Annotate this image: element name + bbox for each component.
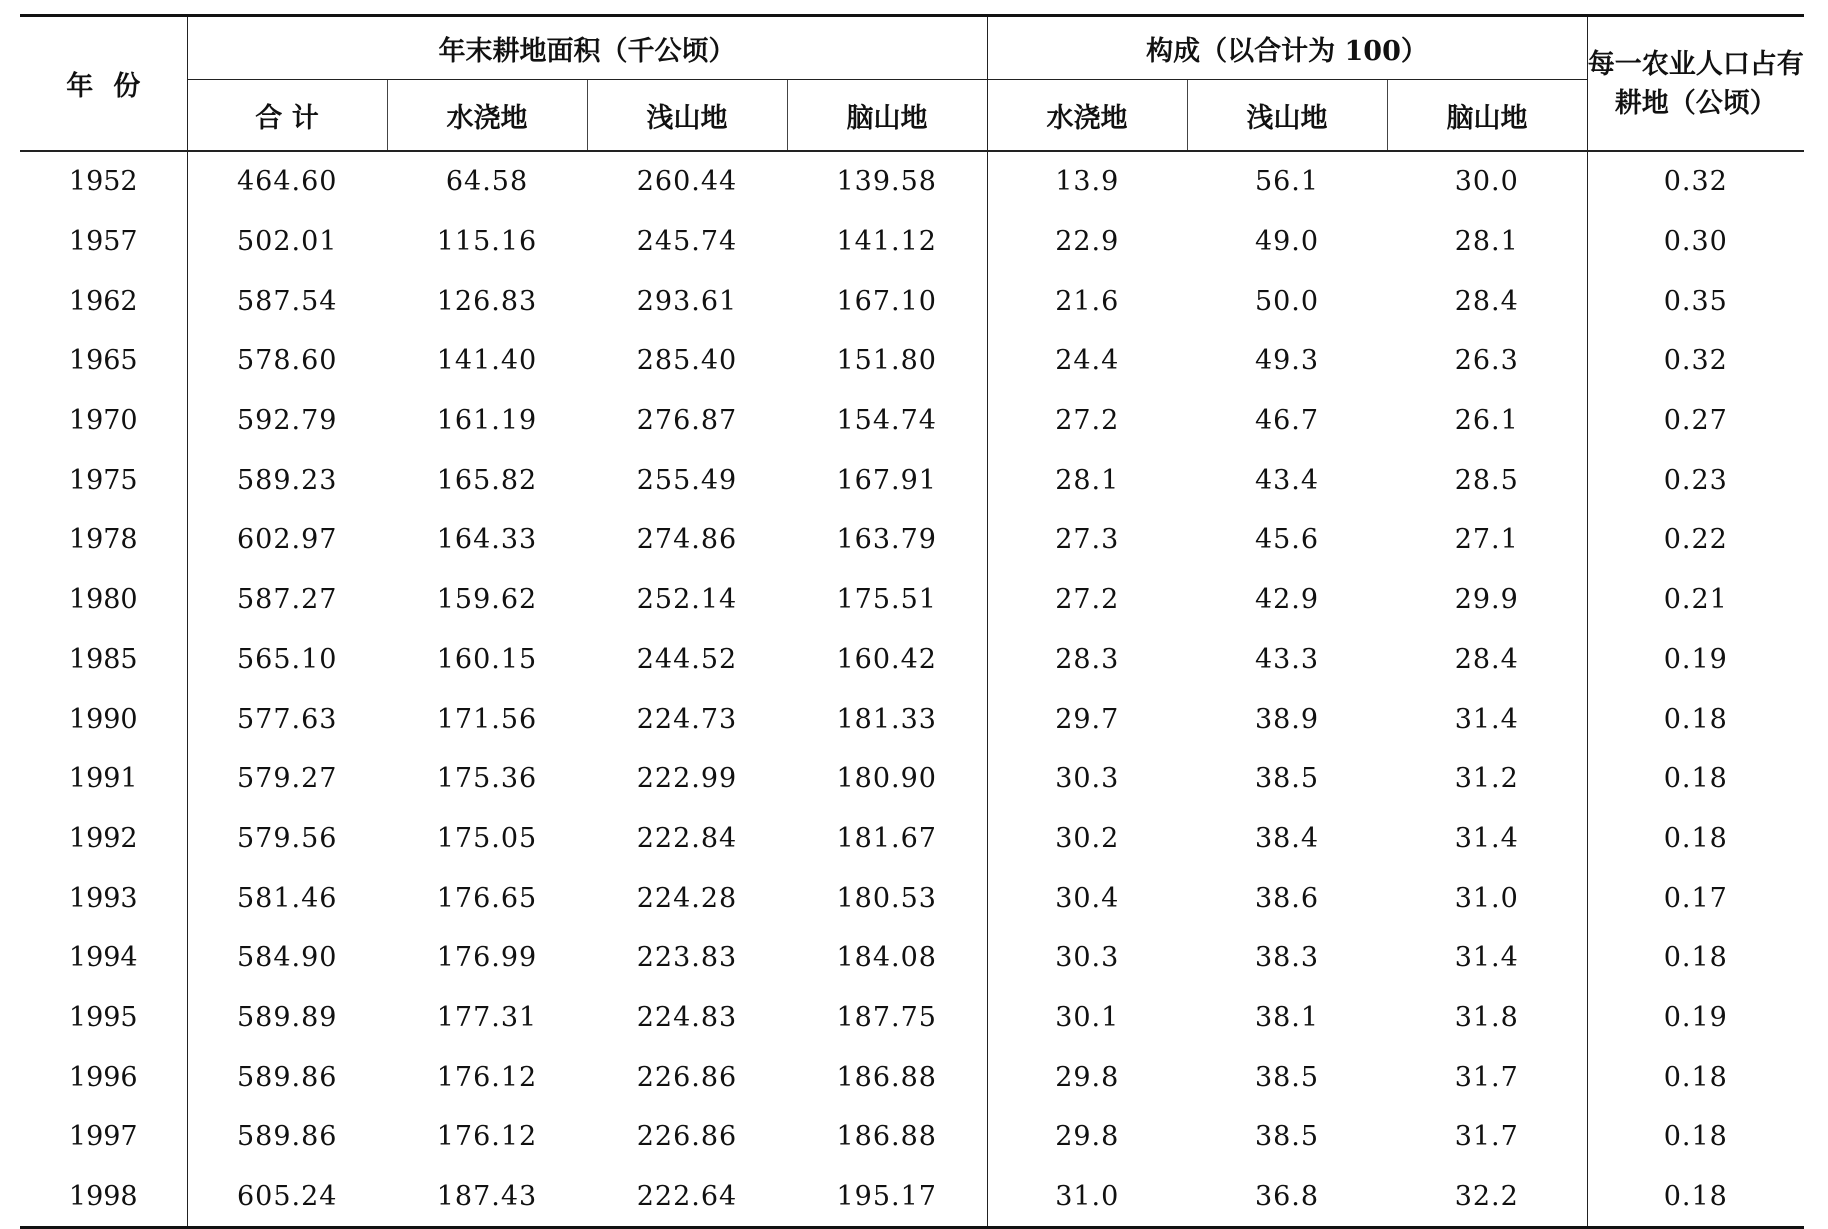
comp-deep-mountain-cell: 29.9 xyxy=(1387,570,1587,630)
comp-irrigated-cell: 27.2 xyxy=(1055,584,1120,616)
area-deep-mountain-cell: 160.42 xyxy=(787,630,987,690)
area-total-cell: 584.90 xyxy=(237,942,338,974)
year-cell: 1957 xyxy=(20,212,187,272)
area-irrigated-cell: 175.05 xyxy=(436,822,538,854)
area-shallow-mountain-cell: 226.86 xyxy=(636,1121,738,1153)
comp-deep-mountain-header: 脑山地 xyxy=(1387,80,1587,152)
comp-shallow-mountain-cell: 38.5 xyxy=(1254,763,1320,795)
area-irrigated-cell: 177.31 xyxy=(436,1001,538,1033)
comp-irrigated-cell: 24.4 xyxy=(1055,345,1120,377)
area-irrigated-cell: 176.65 xyxy=(436,882,538,914)
composition-group-header: 构成（以合计为 100） xyxy=(987,16,1587,80)
per-capita-cell: 0.32 xyxy=(1663,345,1728,377)
comp-deep-mountain-cell: 31.7 xyxy=(1387,1047,1587,1107)
table-row xyxy=(20,1167,1804,1228)
table-row xyxy=(20,749,1804,809)
area-deep-mountain-cell: 151.80 xyxy=(787,331,987,391)
comp-shallow-mountain-cell: 49.0 xyxy=(1254,226,1320,258)
area-irrigated-cell: 187.43 xyxy=(387,1167,587,1228)
comp-irrigated-cell: 29.8 xyxy=(1055,1061,1120,1093)
comp-shallow-mountain-cell: 46.7 xyxy=(1254,405,1320,437)
table-row xyxy=(20,151,1804,212)
area-irrigated-cell: 165.82 xyxy=(436,464,538,496)
comp-irrigated-cell: 30.3 xyxy=(1055,763,1120,795)
comp-shallow-mountain-cell: 38.6 xyxy=(1254,882,1320,914)
area-deep-mountain-cell: 175.51 xyxy=(787,570,987,630)
area-shallow-mountain-cell: 255.49 xyxy=(636,464,738,496)
comp-shallow-mountain-cell: 45.6 xyxy=(1254,524,1320,556)
area-total-cell: 464.60 xyxy=(237,166,338,198)
table-row xyxy=(20,391,1804,451)
per-capita-cell: 0.18 xyxy=(1663,763,1728,795)
table-row xyxy=(20,928,1804,988)
comp-shallow-mountain-cell: 49.3 xyxy=(1254,345,1320,377)
comp-deep-mountain-cell: 28.4 xyxy=(1387,271,1587,331)
year-cell: 1994 xyxy=(20,928,187,988)
area-shallow-mountain-cell: 276.87 xyxy=(636,405,738,437)
comp-irrigated-cell: 30.4 xyxy=(1055,882,1120,914)
area-deep-mountain-cell: 139.58 xyxy=(787,151,987,212)
comp-deep-mountain-cell: 31.7 xyxy=(1387,1107,1587,1167)
area-irrigated-cell: 175.36 xyxy=(436,763,538,795)
area-shallow-mountain-cell: 224.28 xyxy=(636,882,738,914)
comp-irrigated-cell: 30.2 xyxy=(1055,822,1120,854)
comp-shallow-mountain-cell: 38.3 xyxy=(1254,942,1320,974)
area-deep-mountain-cell: 141.12 xyxy=(787,212,987,272)
comp-shallow-mountain-cell: 50.0 xyxy=(1254,285,1320,317)
per-capita-cell: 0.18 xyxy=(1663,942,1728,974)
area-shallow-mountain-cell: 244.52 xyxy=(636,643,738,675)
area-shallow-mountain-cell: 222.84 xyxy=(636,822,738,854)
area-shallow-mountain-cell: 245.74 xyxy=(636,226,738,258)
area-deep-mountain-cell: 167.91 xyxy=(787,450,987,510)
table-header xyxy=(20,16,1804,152)
comp-shallow-mountain-cell: 36.8 xyxy=(1187,1167,1387,1228)
area-irrigated-cell: 115.16 xyxy=(436,226,538,258)
area-irrigated-cell: 159.62 xyxy=(436,584,538,616)
comp-irrigated-cell: 28.3 xyxy=(1055,643,1120,675)
table-row xyxy=(20,1047,1804,1107)
area-deep-mountain-header: 脑山地 xyxy=(787,80,987,152)
comp-shallow-mountain-cell: 38.5 xyxy=(1254,1061,1320,1093)
area-total-cell: 589.89 xyxy=(237,1001,338,1033)
area-total-cell: 589.86 xyxy=(237,1061,338,1093)
table-row xyxy=(20,271,1804,331)
area-shallow-mountain-cell: 285.40 xyxy=(636,345,738,377)
comp-deep-mountain-cell: 31.4 xyxy=(1387,809,1587,869)
area-total-cell: 605.24 xyxy=(187,1167,387,1228)
area-deep-mountain-cell: 180.53 xyxy=(787,868,987,928)
comp-deep-mountain-cell: 28.5 xyxy=(1387,450,1587,510)
comp-shallow-mountain-cell: 38.4 xyxy=(1254,822,1320,854)
comp-deep-mountain-cell: 28.4 xyxy=(1387,630,1587,690)
table-row xyxy=(20,570,1804,630)
year-cell: 1970 xyxy=(20,391,187,451)
per-capita-cell: 0.18 xyxy=(1663,822,1728,854)
comp-deep-mountain-cell: 27.1 xyxy=(1387,510,1587,570)
comp-shallow-mountain-cell: 56.1 xyxy=(1254,166,1320,198)
area-shallow-mountain-cell: 224.73 xyxy=(636,703,738,735)
per-capita-cell: 0.30 xyxy=(1663,226,1728,258)
area-irrigated-cell: 141.40 xyxy=(436,345,538,377)
area-deep-mountain-cell: 184.08 xyxy=(787,928,987,988)
year-cell: 1978 xyxy=(20,510,187,570)
table-row xyxy=(20,809,1804,869)
per-capita-cell: 0.17 xyxy=(1663,882,1728,914)
year-cell: 1990 xyxy=(20,689,187,749)
per-capita-cell: 0.19 xyxy=(1663,1001,1728,1033)
per-capita-header: 每一农业人口占有耕地（公顷） xyxy=(1587,48,1804,119)
table-row xyxy=(20,630,1804,690)
area-deep-mountain-cell: 167.10 xyxy=(787,271,987,331)
year-cell: 1952 xyxy=(20,151,187,212)
area-total-header: 合 计 xyxy=(187,80,387,152)
area-shallow-mountain-header: 浅山地 xyxy=(587,80,787,152)
per-capita-cell: 0.23 xyxy=(1663,464,1728,496)
comp-irrigated-cell: 27.2 xyxy=(1055,405,1120,437)
year-cell: 1997 xyxy=(20,1107,187,1167)
area-total-cell: 587.27 xyxy=(237,584,338,616)
comp-irrigated-cell: 22.9 xyxy=(1055,226,1120,258)
comp-irrigated-header: 水浇地 xyxy=(987,80,1187,152)
per-capita-cell: 0.18 xyxy=(1663,1061,1728,1093)
comp-shallow-mountain-cell: 38.9 xyxy=(1254,703,1320,735)
per-capita-cell: 0.27 xyxy=(1663,405,1728,437)
area-shallow-mountain-cell: 293.61 xyxy=(636,285,738,317)
area-total-cell: 579.27 xyxy=(237,763,338,795)
area-shallow-mountain-cell: 252.14 xyxy=(636,584,738,616)
area-total-cell: 592.79 xyxy=(237,405,338,437)
year-cell: 1980 xyxy=(20,570,187,630)
area-total-cell: 589.86 xyxy=(237,1121,338,1153)
comp-irrigated-cell: 13.9 xyxy=(1055,166,1120,198)
table-row xyxy=(20,212,1804,272)
area-shallow-mountain-cell: 224.83 xyxy=(636,1001,738,1033)
per-capita-cell: 0.18 xyxy=(1587,1167,1804,1228)
year-cell: 1995 xyxy=(20,988,187,1048)
table-row xyxy=(20,331,1804,391)
comp-irrigated-cell: 28.1 xyxy=(1055,464,1120,496)
area-irrigated-cell: 161.19 xyxy=(436,405,538,437)
per-capita-cell: 0.18 xyxy=(1663,1121,1728,1153)
area-irrigated-cell: 171.56 xyxy=(436,703,538,735)
table-row xyxy=(20,988,1804,1048)
area-group-header: 年末耕地面积（千公顷） xyxy=(187,16,987,80)
area-total-cell: 565.10 xyxy=(237,643,338,675)
area-total-cell: 579.56 xyxy=(237,822,338,854)
comp-shallow-mountain-cell: 38.1 xyxy=(1254,1001,1320,1033)
area-deep-mountain-cell: 163.79 xyxy=(787,510,987,570)
year-cell: 1996 xyxy=(20,1047,187,1107)
area-total-cell: 577.63 xyxy=(237,703,338,735)
comp-irrigated-cell: 27.3 xyxy=(1055,524,1120,556)
area-deep-mountain-cell: 181.33 xyxy=(787,689,987,749)
comp-deep-mountain-cell: 26.3 xyxy=(1387,331,1587,391)
per-capita-cell: 0.21 xyxy=(1663,584,1728,616)
area-irrigated-cell: 164.33 xyxy=(436,524,538,556)
year-cell: 1992 xyxy=(20,809,187,869)
area-deep-mountain-cell: 187.75 xyxy=(787,988,987,1048)
area-total-cell: 602.97 xyxy=(237,524,338,556)
area-total-cell: 589.23 xyxy=(237,464,338,496)
per-capita-cell: 0.32 xyxy=(1663,166,1728,198)
comp-deep-mountain-cell: 31.4 xyxy=(1387,689,1587,749)
farmland-table xyxy=(20,14,1804,1229)
area-deep-mountain-cell: 186.88 xyxy=(787,1047,987,1107)
comp-irrigated-cell: 31.0 xyxy=(987,1167,1187,1228)
table-row xyxy=(20,510,1804,570)
year-cell: 1993 xyxy=(20,868,187,928)
comp-deep-mountain-cell: 31.2 xyxy=(1387,749,1587,809)
table-row xyxy=(20,689,1804,749)
table-row xyxy=(20,1107,1804,1167)
year-cell: 1998 xyxy=(20,1167,187,1228)
area-shallow-mountain-cell: 260.44 xyxy=(636,166,738,198)
per-capita-cell: 0.35 xyxy=(1663,285,1728,317)
year-cell: 1962 xyxy=(20,271,187,331)
comp-shallow-mountain-cell: 38.5 xyxy=(1254,1121,1320,1153)
comp-deep-mountain-cell: 32.2 xyxy=(1387,1167,1587,1228)
comp-deep-mountain-cell: 31.8 xyxy=(1387,988,1587,1048)
year-header: 年份 xyxy=(20,16,187,152)
area-irrigated-header: 水浇地 xyxy=(387,80,587,152)
year-cell: 1985 xyxy=(20,630,187,690)
comp-irrigated-cell: 29.8 xyxy=(1055,1121,1120,1153)
area-irrigated-cell: 176.12 xyxy=(436,1061,538,1093)
area-deep-mountain-cell: 195.17 xyxy=(787,1167,987,1228)
per-capita-cell: 0.22 xyxy=(1663,524,1728,556)
comp-irrigated-cell: 29.7 xyxy=(1055,703,1120,735)
per-capita-cell: 0.18 xyxy=(1663,703,1728,735)
area-total-cell: 578.60 xyxy=(237,345,338,377)
year-cell: 1965 xyxy=(20,331,187,391)
table-body xyxy=(20,151,1804,1228)
area-shallow-mountain-cell: 226.86 xyxy=(636,1061,738,1093)
comp-deep-mountain-cell: 31.4 xyxy=(1387,928,1587,988)
comp-shallow-mountain-header: 浅山地 xyxy=(1187,80,1387,152)
comp-deep-mountain-cell: 30.0 xyxy=(1387,151,1587,212)
area-deep-mountain-cell: 154.74 xyxy=(787,391,987,451)
table-row xyxy=(20,868,1804,928)
area-deep-mountain-cell: 181.67 xyxy=(787,809,987,869)
comp-shallow-mountain-cell: 43.4 xyxy=(1254,464,1320,496)
area-irrigated-cell: 176.12 xyxy=(436,1121,538,1153)
comp-shallow-mountain-cell: 43.3 xyxy=(1254,643,1320,675)
area-deep-mountain-cell: 180.90 xyxy=(787,749,987,809)
comp-irrigated-cell: 30.3 xyxy=(1055,942,1120,974)
per-capita-cell: 0.19 xyxy=(1663,643,1728,675)
table-row xyxy=(20,450,1804,510)
comp-deep-mountain-cell: 26.1 xyxy=(1387,391,1587,451)
comp-deep-mountain-cell: 31.0 xyxy=(1387,868,1587,928)
area-irrigated-cell: 176.99 xyxy=(436,942,538,974)
area-total-cell: 587.54 xyxy=(237,285,338,317)
comp-shallow-mountain-cell: 42.9 xyxy=(1254,584,1320,616)
comp-deep-mountain-cell: 28.1 xyxy=(1387,212,1587,272)
area-shallow-mountain-cell: 222.99 xyxy=(636,763,738,795)
area-deep-mountain-cell: 186.88 xyxy=(787,1107,987,1167)
area-shallow-mountain-cell: 222.64 xyxy=(587,1167,787,1228)
area-irrigated-cell: 64.58 xyxy=(445,166,529,198)
year-cell: 1991 xyxy=(20,749,187,809)
area-irrigated-cell: 160.15 xyxy=(436,643,538,675)
area-total-cell: 581.46 xyxy=(237,882,338,914)
year-cell: 1975 xyxy=(20,450,187,510)
comp-irrigated-cell: 21.6 xyxy=(1055,285,1120,317)
area-shallow-mountain-cell: 274.86 xyxy=(636,524,738,556)
comp-irrigated-cell: 30.1 xyxy=(1055,1001,1120,1033)
area-total-cell: 502.01 xyxy=(237,226,338,258)
area-irrigated-cell: 126.83 xyxy=(436,285,538,317)
area-shallow-mountain-cell: 223.83 xyxy=(636,942,738,974)
